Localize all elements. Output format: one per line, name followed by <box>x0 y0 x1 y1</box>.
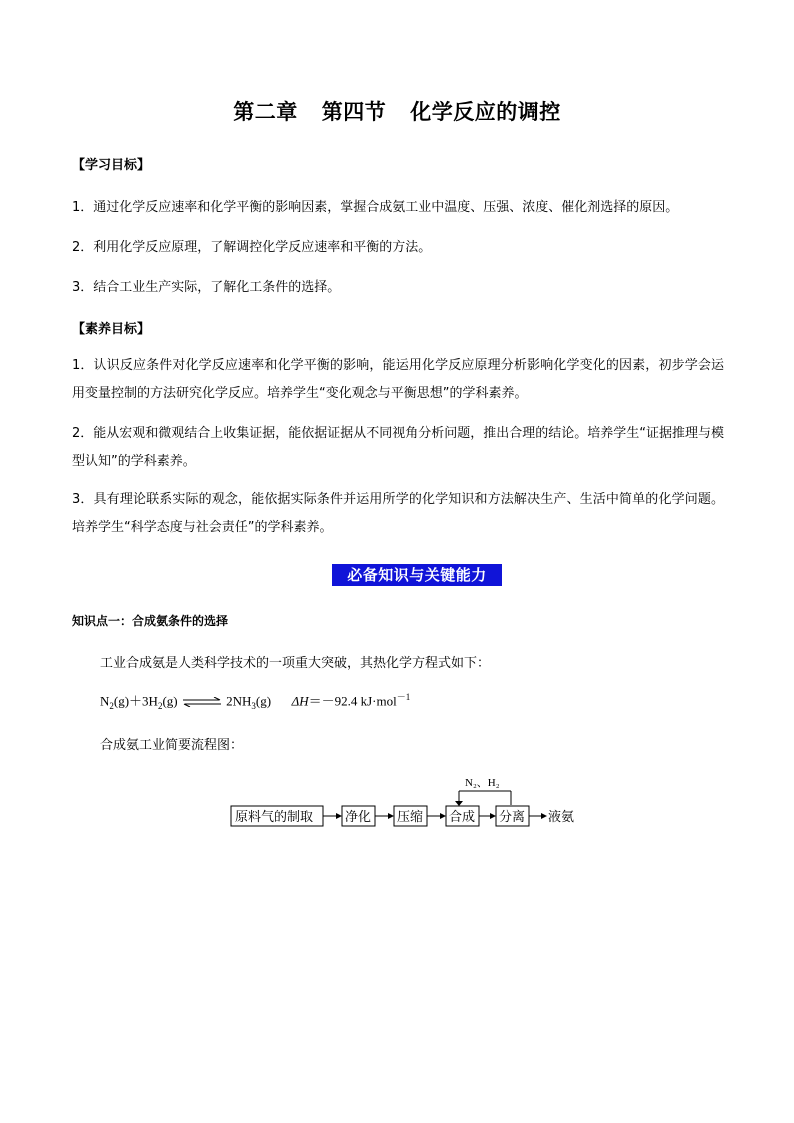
ammonia-process-flowchart <box>230 772 590 832</box>
svg-text:合成: 合成 <box>449 809 476 824</box>
knowledge-point-heading: 知识点一：合成氨条件的选择 <box>72 614 229 628</box>
literacy-goal-1: 1．认识反应条件对化学反应速率和化学平衡的影响，能运用化学反应原理分析影响化学变化的因素，初步学会运用变量控制的方法研究化学反应。培养学生“变化观念与平衡思想”的学科素养。 <box>72 358 724 401</box>
svg-text:分离: 分离 <box>499 809 526 824</box>
page-title <box>0 96 794 126</box>
svg-text:净化: 净化 <box>345 809 372 824</box>
literacy-goals-heading: 【素养目标】 <box>72 322 151 337</box>
section-banner: 必备知识与关键能力 <box>332 564 502 586</box>
svg-text:压缩: 压缩 <box>397 809 424 824</box>
recycle-label: N₂、H₂ <box>465 777 500 789</box>
topic-label: 化学反应的调控 <box>410 100 561 124</box>
flow-caption: 合成氨工业简要流程图： <box>100 738 244 753</box>
literacy-goal-2: 2．能从宏观和微观结合上收集证据，能依据证据从不同视角分析问题，推出合理的结论。培养学生“证据推理与模型认知”的学科素养。 <box>72 426 725 469</box>
intro-text: 工业合成氨是人类科学技术的一项重大突破，其热化学方程式如下： <box>100 656 491 671</box>
learning-goal-3: 3．结合工业生产实际，了解化工条件的选择。 <box>72 280 341 295</box>
literacy-goal-3: 3．具有理论联系实际的观念，能依据实际条件并运用所学的化学知识和方法解决生产、生活中简单的化学问题。培养学生“科学态度与社会责任”的学科素养。 <box>72 492 724 535</box>
chapter-label: 第二章 <box>233 100 298 124</box>
thermochemical-equation: $N_2(g)+3H_2(g)$ $2NH_3(g)$ ΔH＝－92.4 kJ·mol$^{-1}$ <box>100 692 411 711</box>
learning-goals-heading: 【学习目标】 <box>72 158 151 173</box>
reversible-arrow-icon <box>181 697 223 707</box>
learning-goal-1: 1．通过化学反应速率和化学平衡的影响因素，掌握合成氨工业中温度、压强、浓度、催化剂选择的原因。 <box>72 200 679 215</box>
recycle-arrow-icon <box>455 801 463 806</box>
section-label: 第四节 <box>321 100 387 124</box>
learning-goal-2: 2．利用化学反应原理，了解调控化学反应速率和平衡的方法。 <box>72 240 432 255</box>
svg-text:原料气的制取: 原料气的制取 <box>235 809 314 824</box>
flow-output: 液氨 <box>548 809 575 824</box>
